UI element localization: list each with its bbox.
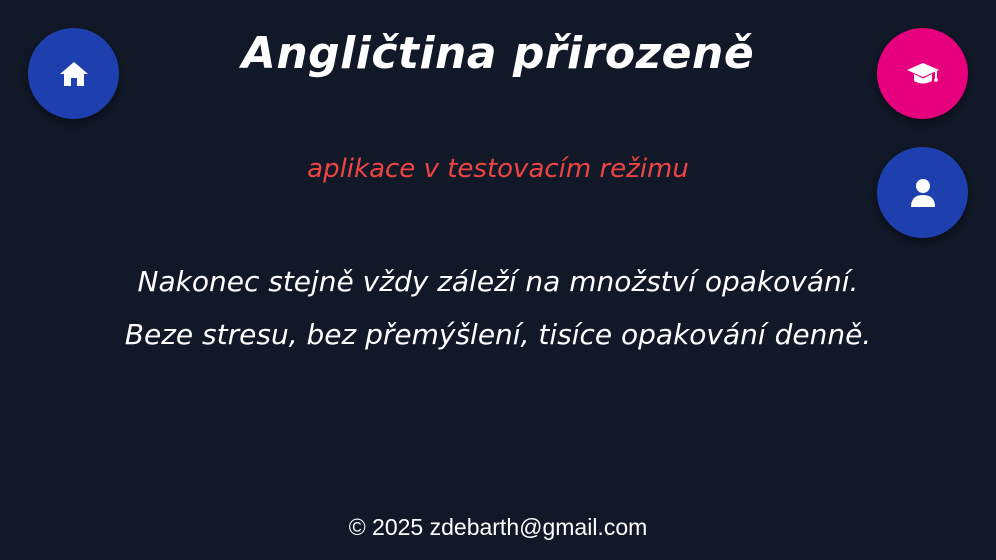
app-status-notice: aplikace v testovacím režimu bbox=[307, 154, 689, 184]
motivational-quote: Nakonec stejně vždy záleží na množství opakování. Beze stresu, bez přemýšlení, tisíce opakování denně. bbox=[124, 265, 872, 351]
page-title: Angličtina přirozeně bbox=[241, 28, 755, 79]
footer-copyright: © 2025 zdebarth@gmail.com bbox=[348, 514, 648, 540]
